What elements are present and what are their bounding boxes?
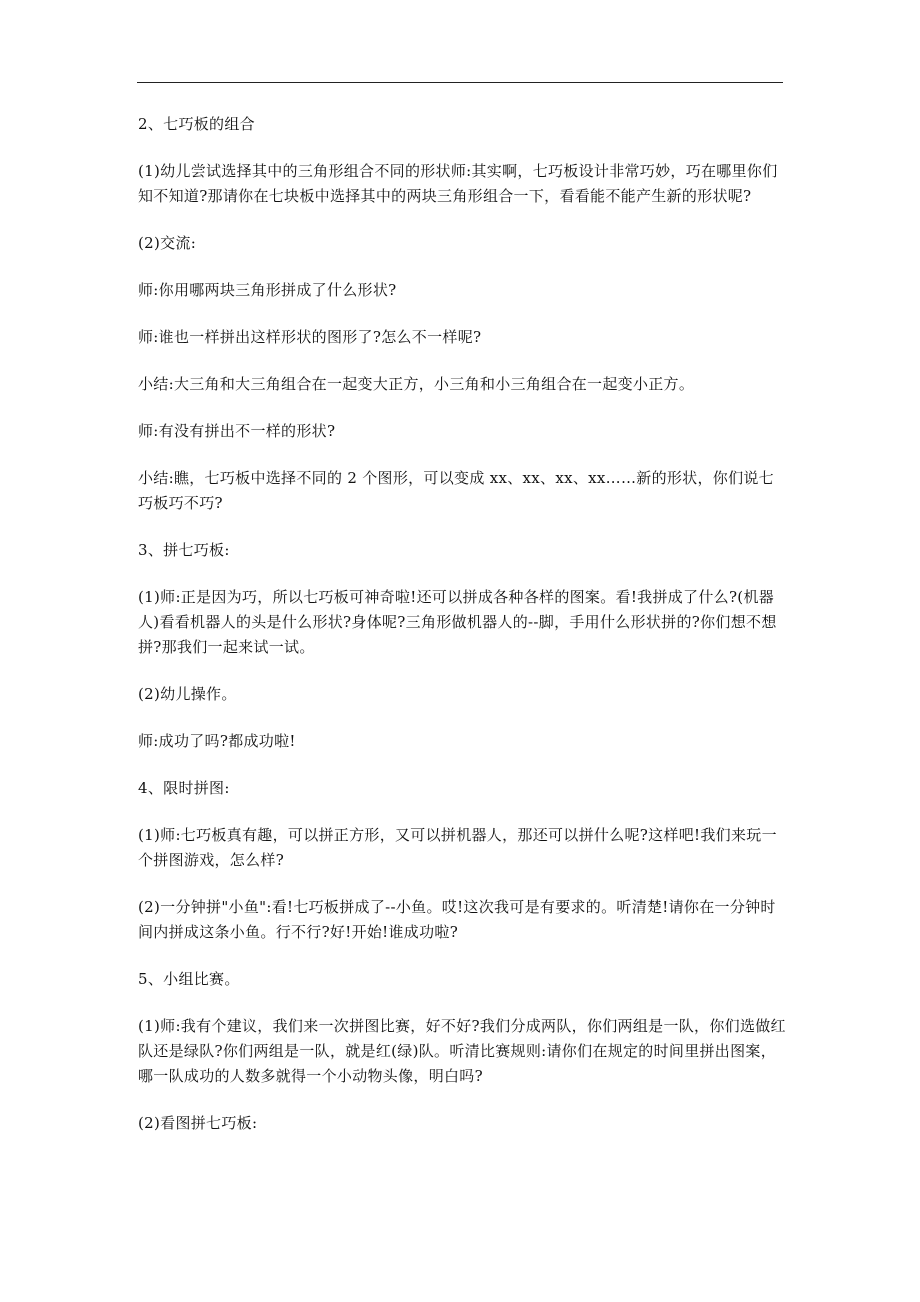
paragraph: (1)幼儿尝试选择其中的三角形组合不同的形状师:其实啊，七巧板设计非常巧妙，巧在哪里你们知不知道?那请你在七块板中选择其中的两块三角形组合一下，看看能不能产生新的形状呢?	[138, 162, 778, 205]
document-body	[138, 112, 786, 1158]
paragraph: (2)幼儿操作。	[138, 685, 237, 703]
paragraph: (1)师:我有个建议，我们来一次拼图比赛，好不好?我们分成两队，你们两组是一队，你们选做红队还是绿队?你们两组是一队，就是红(绿)队。听清比赛规则:请你们在规定的时间里拼出图案，哪一队成功的人数多就得一个小动物头像，明白吗?	[138, 1017, 786, 1085]
paragraph: 师:成功了吗?都成功啦!	[138, 732, 296, 750]
paragraph: (2)交流:	[138, 234, 197, 252]
section-heading-5: 5、小组比赛。	[138, 970, 240, 988]
paragraph: (2)看图拼七巧板:	[138, 1114, 258, 1132]
paragraph: (2)一分钟拼"小鱼":看!七巧板拼成了--小鱼。哎!这次我可是有要求的。听清楚!请你在一分钟时间内拼成这条小鱼。行不行?好!开始!谁成功啦?	[138, 898, 776, 941]
section-heading-2: 2、七巧板的组合	[138, 115, 255, 133]
section-heading-4: 4、限时拼图:	[138, 779, 230, 797]
paragraph: 小结:大三角和大三角组合在一起变大正方，小三角和小三角组合在一起变小正方。	[138, 375, 695, 393]
header-rule	[137, 82, 783, 83]
paragraph: (1)师:七巧板真有趣，可以拼正方形，又可以拼机器人，那还可以拼什么呢?这样吧!我们来玩一个拼图游戏，怎么样?	[138, 826, 777, 869]
section-heading-3: 3、拼七巧板:	[138, 541, 230, 559]
paragraph: 师:你用哪两块三角形拼成了什么形状?	[138, 281, 397, 299]
paragraph: (1)师:正是因为巧，所以七巧板可神奇啦!还可以拼成各种各样的图案。看!我拼成了什么?(机器人)看看机器人的头是什么形状?身体呢?三角形做机器人的--脚，手用什么形状拼的?你们想不想拼?那我们一起来试一试。	[138, 588, 777, 656]
paragraph: 小结:瞧，七巧板中选择不同的 2 个图形，可以变成 xx、xx、xx、xx……新的形状，你们说七巧板巧不巧?	[138, 469, 774, 512]
paragraph: 师:有没有拼出不一样的形状?	[138, 422, 336, 440]
paragraph: 师:谁也一样拼出这样形状的图形了?怎么不一样呢?	[138, 328, 482, 346]
